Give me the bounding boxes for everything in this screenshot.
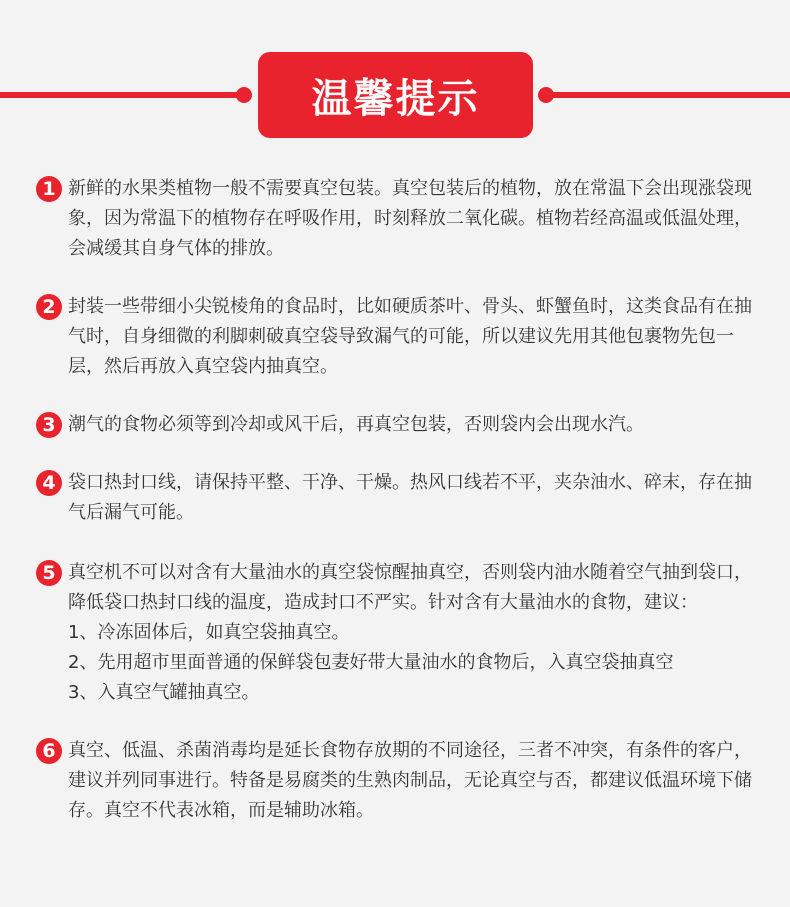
tip-item-1 <box>36 174 756 264</box>
page-title: 温馨提示 <box>258 52 533 138</box>
number-badge: 4 <box>36 470 62 496</box>
left-divider-line <box>0 92 242 98</box>
tip-text: 袋口热封口线，请保持平整、干净、干燥。热风口线若不平，夹杂油水、碎末，存在抽气后漏气可能。 <box>68 472 752 523</box>
tip-text: 潮气的食物必须等到冷却或风干后，再真空包装，否则袋内会出现水汽。 <box>68 414 644 435</box>
number-badge: 2 <box>36 294 62 320</box>
header <box>0 52 790 140</box>
tip-item-5 <box>36 558 756 708</box>
number-badge: 6 <box>36 738 62 764</box>
tip-item-2 <box>36 292 756 382</box>
number-badge: 1 <box>36 176 62 202</box>
right-divider-line <box>548 92 790 98</box>
tip-text: 新鲜的水果类植物一般不需要真空包装。真空包装后的植物，放在常温下会出现涨袋现象，因为常温下的植物存在呼吸作用，时刻释放二氧化碳。植物若经高温或低温处理，会减缓其自身气体的排放。 <box>68 178 752 259</box>
tip-sublist-item: 2、先用超市里面普通的保鲜袋包妻好带大量油水的食物后，入真空袋抽真空 <box>68 652 674 673</box>
tip-item-4 <box>36 468 756 528</box>
number-badge: 5 <box>36 560 62 586</box>
left-divider-dot <box>236 87 252 103</box>
tip-text: 封装一些带细小尖锐棱角的食品时，比如硬质茶叶、骨头、虾蟹鱼时，这类食品有在抽气时，自身细微的利脚刺破真空袋导致漏气的可能，所以建议先用其他包裹物先包一层，然后再放入真空袋内抽真空。 <box>68 296 752 377</box>
tip-item-6 <box>36 736 756 826</box>
tip-text: 真空机不可以对含有大量油水的真空袋惊醒抽真空，否则袋内油水随着空气抽到袋口，降低袋口热封口线的温度，造成封口不严实。针对含有大量油水的食物，建议： <box>68 562 752 613</box>
tip-sublist-item: 3、入真空气罐抽真空。 <box>68 682 260 703</box>
tip-item-3 <box>36 410 756 440</box>
tip-sublist <box>68 618 756 708</box>
number-badge: 3 <box>36 412 62 438</box>
tip-text: 真空、低温、杀菌消毒均是延长食物存放期的不同途径，三者不冲突，有条件的客户，建议并列同事进行。特备是易腐类的生熟肉制品，无论真空与否，都建议低温环境下储存。真空不代表冰箱，而是辅助冰箱。 <box>68 740 752 821</box>
tips-list <box>36 174 756 854</box>
tip-sublist-item: 1、冷冻固体后，如真空袋抽真空。 <box>68 622 350 643</box>
